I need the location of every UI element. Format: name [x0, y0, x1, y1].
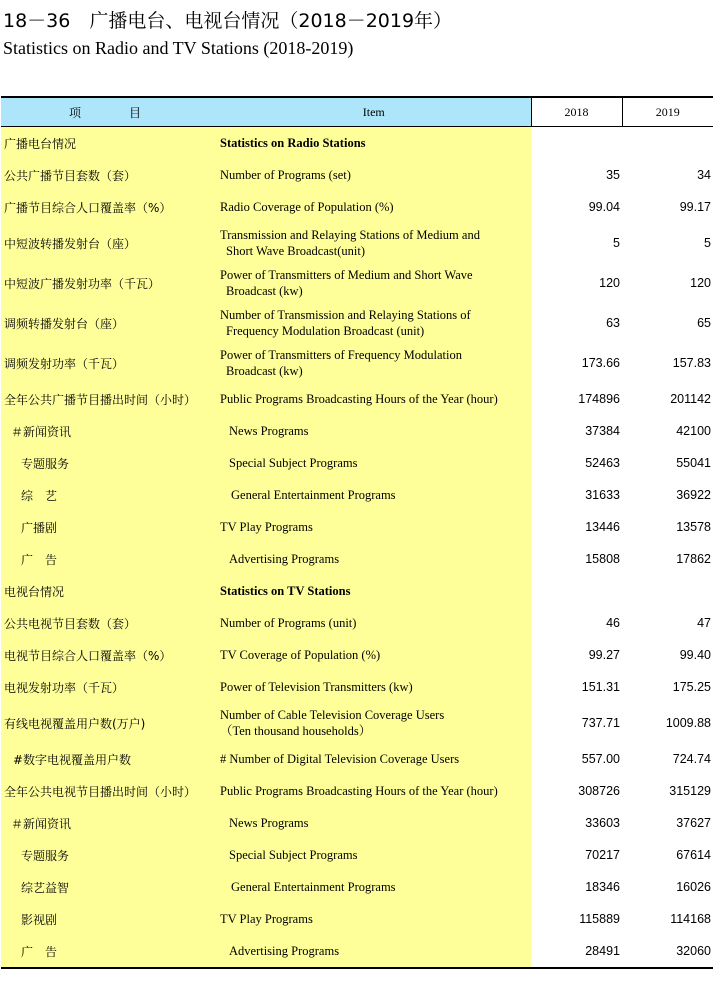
row-label-cn: 电视发射功率（千瓦）	[1, 671, 217, 703]
row-label-cn: 专题服务	[1, 447, 217, 479]
row-label-en: TV Play Programs	[217, 511, 531, 543]
value-2018	[531, 575, 622, 607]
row-label-en: # Number of Digital Television Coverage Users	[217, 743, 531, 775]
table-row	[1, 775, 713, 807]
row-label-en-line2: Frequency Modulation Broadcast (unit)	[226, 324, 425, 338]
table-header-row	[1, 97, 713, 127]
row-label-en-line2: Short Wave Broadcast(unit)	[226, 244, 366, 258]
row-label-en: News Programs	[217, 807, 531, 839]
value-2019	[622, 575, 713, 607]
table-row	[1, 415, 713, 447]
row-label-cn: 综艺益智	[1, 871, 217, 903]
row-label-cn: 影视剧	[1, 903, 217, 935]
header-item-cn: 项 目	[1, 97, 217, 127]
header-year-2019: 2019	[622, 97, 713, 127]
value-2018: 115889	[531, 903, 622, 935]
row-label-cn: 电视台情况	[1, 575, 217, 607]
row-label-en-line1: Power of Transmitters of Frequency Modulation	[220, 348, 462, 362]
value-2019: 42100	[622, 415, 713, 447]
page-title-en: Statistics on Radio and TV Stations (2018-2019)	[3, 38, 354, 58]
table-row	[1, 479, 713, 511]
row-label-en: Public Programs Broadcasting Hours of the Year (hour)	[217, 383, 531, 415]
row-label-en: General Entertainment Programs	[217, 479, 531, 511]
value-2018: 120	[531, 263, 622, 303]
table-row	[1, 807, 713, 839]
table-row	[1, 191, 713, 223]
row-label-cn: #数字电视覆盖用户数	[1, 743, 217, 775]
row-label-en-line1: Number of Cable Television Coverage Users	[220, 708, 445, 722]
table-row	[1, 383, 713, 415]
value-2018: 28491	[531, 935, 622, 968]
table-row	[1, 263, 713, 303]
value-2019: 99.40	[622, 639, 713, 671]
value-2018: 18346	[531, 871, 622, 903]
row-label-en: TV Play Programs	[217, 903, 531, 935]
value-2019: 32060	[622, 935, 713, 968]
row-label-en: General Entertainment Programs	[217, 871, 531, 903]
row-label-en-line1: Power of Transmitters of Medium and Short Wave	[220, 268, 473, 282]
row-label-cn: ＃新闻资讯	[1, 807, 217, 839]
value-2019: 99.17	[622, 191, 713, 223]
value-2018: 737.71	[531, 703, 622, 743]
page-title-cn: 18－36 广播电台、电视台情况（2018－2019年）	[3, 10, 453, 32]
row-label-cn: 调频发射功率（千瓦）	[1, 343, 217, 383]
value-2018: 37384	[531, 415, 622, 447]
table-row	[1, 511, 713, 543]
row-label-cn: 广 告	[1, 935, 217, 968]
value-2019: 1009.88	[622, 703, 713, 743]
value-2018: 33603	[531, 807, 622, 839]
row-label-cn: 有线电视覆盖用户数(万户)	[1, 703, 217, 743]
table-row	[1, 543, 713, 575]
table-row	[1, 671, 713, 703]
table-row	[1, 639, 713, 671]
row-label-cn: 全年公共电视节目播出时间（小时）	[1, 775, 217, 807]
value-2018: 46	[531, 607, 622, 639]
row-label-en: Radio Coverage of Population (%)	[217, 191, 531, 223]
row-label-en: Advertising Programs	[217, 935, 531, 968]
row-label-cn: 电视节目综合人口覆盖率（%）	[1, 639, 217, 671]
table-row	[1, 743, 713, 775]
row-label-en	[217, 223, 531, 263]
row-label-en: Advertising Programs	[217, 543, 531, 575]
row-label-en: Statistics on TV Stations	[217, 575, 531, 607]
row-label-cn: 中短波转播发射台（座）	[1, 223, 217, 263]
table-row	[1, 159, 713, 191]
row-label-en: Number of Programs (unit)	[217, 607, 531, 639]
value-2019: 175.25	[622, 671, 713, 703]
value-2018: 151.31	[531, 671, 622, 703]
value-2018: 35	[531, 159, 622, 191]
row-label-cn: 中短波广播发射功率（千瓦）	[1, 263, 217, 303]
value-2018: 174896	[531, 383, 622, 415]
table-row	[1, 343, 713, 383]
value-2019: 13578	[622, 511, 713, 543]
row-label-cn: 广 告	[1, 543, 217, 575]
value-2019: 315129	[622, 775, 713, 807]
value-2019: 16026	[622, 871, 713, 903]
row-label-cn: 广播电台情况	[1, 127, 217, 160]
value-2019: 37627	[622, 807, 713, 839]
value-2019: 201142	[622, 383, 713, 415]
value-2019: 47	[622, 607, 713, 639]
value-2019: 36922	[622, 479, 713, 511]
value-2019: 120	[622, 263, 713, 303]
row-label-en-line2: Broadcast (kw)	[226, 284, 303, 298]
row-label-cn: 综 艺	[1, 479, 217, 511]
row-label-cn: ＃新闻资讯	[1, 415, 217, 447]
value-2018: 173.66	[531, 343, 622, 383]
value-2018: 5	[531, 223, 622, 263]
table-row	[1, 903, 713, 935]
row-label-cn: 调频转播发射台（座）	[1, 303, 217, 343]
value-2019: 5	[622, 223, 713, 263]
value-2018: 99.27	[531, 639, 622, 671]
row-label-cn: 广播节目综合人口覆盖率（%）	[1, 191, 217, 223]
row-label-en: Special Subject Programs	[217, 447, 531, 479]
row-label-en: TV Coverage of Population (%)	[217, 639, 531, 671]
table-row	[1, 935, 713, 968]
table-row	[1, 303, 713, 343]
value-2018: 13446	[531, 511, 622, 543]
value-2018	[531, 127, 622, 160]
value-2018: 31633	[531, 479, 622, 511]
table-row	[1, 223, 713, 263]
row-label-en: Special Subject Programs	[217, 839, 531, 871]
row-label-en-line1: Number of Transmission and Relaying Stations of	[220, 308, 471, 322]
value-2018: 308726	[531, 775, 622, 807]
table-row	[1, 871, 713, 903]
value-2019: 34	[622, 159, 713, 191]
row-label-en	[217, 703, 531, 743]
value-2018: 52463	[531, 447, 622, 479]
value-2019: 67614	[622, 839, 713, 871]
row-label-en: Public Programs Broadcasting Hours of the Year (hour)	[217, 775, 531, 807]
row-label-en-line2: Broadcast (kw)	[226, 364, 303, 378]
value-2019: 65	[622, 303, 713, 343]
row-label-cn: 全年公共广播节目播出时间（小时）	[1, 383, 217, 415]
row-label-en-line2: （Ten thousand households）	[220, 724, 372, 738]
row-label-cn: 公共电视节目套数（套）	[1, 607, 217, 639]
table-row	[1, 703, 713, 743]
row-label-en: Statistics on Radio Stations	[217, 127, 531, 160]
value-2019: 55041	[622, 447, 713, 479]
table-row	[1, 447, 713, 479]
table-row	[1, 839, 713, 871]
table-row	[1, 575, 713, 607]
row-label-en: Number of Programs (set)	[217, 159, 531, 191]
value-2019: 157.83	[622, 343, 713, 383]
header-year-2018: 2018	[531, 97, 622, 127]
row-label-cn: 公共广播节目套数（套）	[1, 159, 217, 191]
value-2019: 17862	[622, 543, 713, 575]
row-label-en-line1: Transmission and Relaying Stations of Medium and	[220, 228, 480, 242]
value-2019	[622, 127, 713, 160]
row-label-en: News Programs	[217, 415, 531, 447]
value-2018: 70217	[531, 839, 622, 871]
value-2018: 15808	[531, 543, 622, 575]
table-row	[1, 127, 713, 160]
row-label-cn: 专题服务	[1, 839, 217, 871]
value-2018: 63	[531, 303, 622, 343]
row-label-en	[217, 303, 531, 343]
row-label-en	[217, 263, 531, 303]
row-label-en: Power of Television Transmitters (kw)	[217, 671, 531, 703]
statistics-table	[1, 96, 713, 969]
header-item-en: Item	[217, 97, 531, 127]
table-row	[1, 607, 713, 639]
row-label-en	[217, 343, 531, 383]
value-2018: 99.04	[531, 191, 622, 223]
row-label-cn: 广播剧	[1, 511, 217, 543]
value-2018: 557.00	[531, 743, 622, 775]
value-2019: 724.74	[622, 743, 713, 775]
value-2019: 114168	[622, 903, 713, 935]
